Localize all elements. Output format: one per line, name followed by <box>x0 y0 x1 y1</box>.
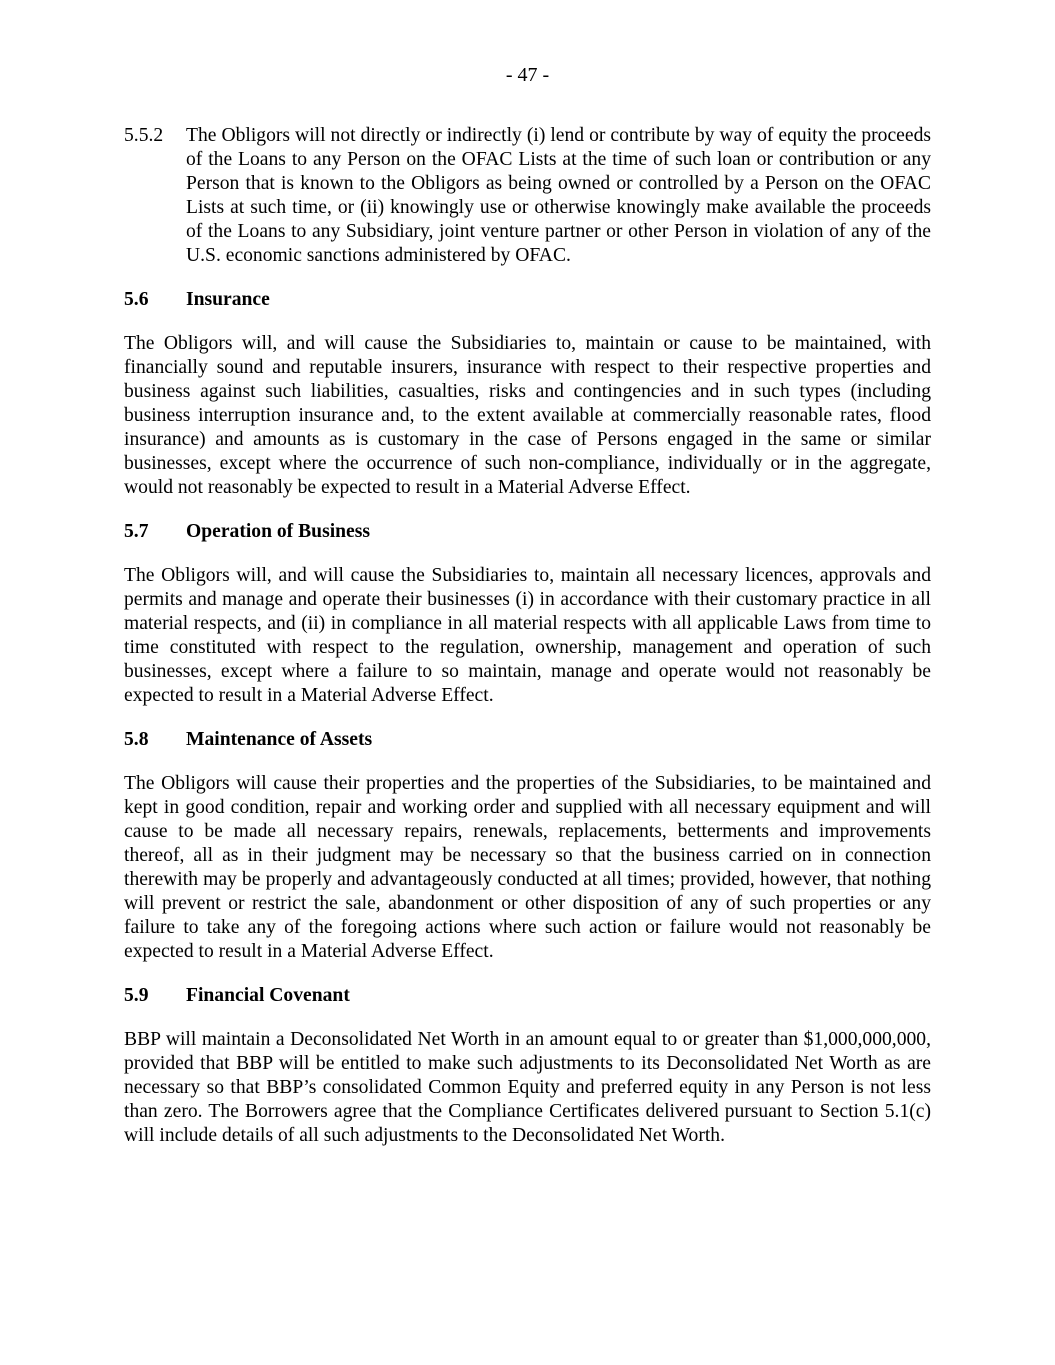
section-number: 5.8 <box>124 729 149 750</box>
section-heading-5-9 <box>124 984 931 1008</box>
page-number: - 47 - <box>505 64 550 86</box>
section-body-5-7: The Obligors will, and will cause the Subsidiaries to, maintain all necessary licences, approvals and permits and manage and operate their businesses (i) in accordance with their customary practice in all material respects, and (ii) in compliance in all material respects with all applicable Laws from time to time constituted with respect to the regulation, ownership, management and operation of such businesses, except where a failure to so maintain, manage and operate would not reasonably be expected to result in a Material Adverse Effect. <box>124 565 931 706</box>
section-heading-5-8 <box>124 728 931 752</box>
clause-number: 5.5.2 <box>124 125 164 146</box>
section-number: 5.6 <box>124 289 149 310</box>
section-title: Maintenance of Assets <box>186 729 373 750</box>
section-number: 5.7 <box>124 521 149 542</box>
section-number: 5.9 <box>124 985 149 1006</box>
section-body-5-6: The Obligors will, and will cause the Subsidiaries to, maintain or cause to be maintained, with financially sound and reputable insurers, insurance with respect to their respective properties and business against such liabilities, casualties, risks and contingencies and in such types (including business interruption insurance and, to the extent available at commercially reasonable rates, flood insurance) and amounts as is customary in the case of Persons engaged in the same or similar businesses, except where the occurrence of such non-compliance, individually or in the aggregate, would not reasonably be expected to result in a Material Adverse Effect. <box>124 333 931 498</box>
section-body-5-8: The Obligors will cause their properties and the properties of the Subsidiaries, to be maintained and kept in good condition, repair and working order and supplied with all necessary equipment and will cause to be made all necessary repairs, renewals, replacements, betterments and improvements thereof, all as in their judgment may be necessary so that the business carried on in connection therewith may be properly and advantageously conducted at all times; provided, however, that nothing will prevent or restrict the sale, abandonment or other disposition of any of such properties or any failure to take any of the foregoing actions where such action or failure would not reasonably be expected to result in a Material Adverse Effect. <box>124 773 931 962</box>
section-heading-5-7 <box>124 520 931 544</box>
section-heading-5-6 <box>124 288 931 312</box>
document-body <box>124 124 931 1168</box>
section-title: Operation of Business <box>186 521 370 542</box>
section-title: Financial Covenant <box>186 985 350 1006</box>
clause-text: The Obligors will not directly or indirectly (i) lend or contribute by way of equity the proceeds of the Loans to any Person on the OFAC Lists at the time of such loan or contribution or any Person that is known to the Obligors as being owned or controlled by a Person on the OFAC Lists at such time, or (ii) knowingly use or otherwise knowingly make available the proceeds of the Loans to any Subsidiary, joint venture partner or other Person in violation of any of the U.S. economic sanctions administered by OFAC. <box>186 125 931 266</box>
section-title: Insurance <box>186 289 270 310</box>
section-body-5-9: BBP will maintain a Deconsolidated Net Worth in an amount equal to or greater than $1,000,000,000, provided that BBP will be entitled to make such adjustments to its Deconsolidated Net Worth as are necessary so that BBP’s consolidated Common Equity and preferred equity in any Person is not less than zero. The Borrowers agree that the Compliance Certificates delivered pursuant to Section 5.1(c) will include details of all such adjustments to the Deconsolidated Net Worth. <box>124 1029 931 1146</box>
clause-5-5-2 <box>124 124 931 268</box>
